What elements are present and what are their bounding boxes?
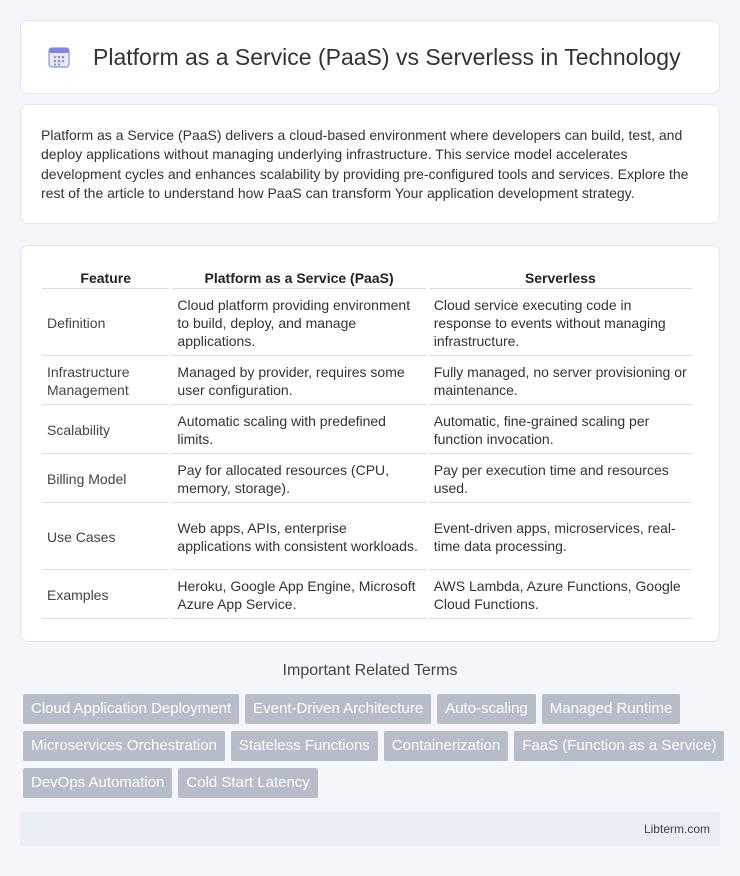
tag-managed-runtime[interactable]: Managed Runtime bbox=[542, 694, 681, 724]
header-serverless: Serverless bbox=[429, 266, 692, 289]
related-terms-tags bbox=[20, 694, 730, 805]
header-card bbox=[20, 20, 720, 94]
tag-event-driven-architecture[interactable]: Event-Driven Architecture bbox=[245, 694, 431, 724]
calendar-grid-icon bbox=[47, 45, 71, 69]
intro-paragraph: Platform as a Service (PaaS) delivers a cloud-based environment where developers can build, test, and deploy applications without managing underlying infrastructure. This service model accelerates development cycles and enhances scalability by providing pre-configured tools and services. Explore the rest of the article to understand how PaaS can transform Your application development strategy. bbox=[41, 127, 689, 201]
table-row bbox=[42, 503, 692, 570]
row-feature: Use Cases bbox=[42, 503, 169, 570]
tag-containerization[interactable]: Containerization bbox=[384, 731, 508, 761]
row-paas: Automatic scaling with predefined limits. bbox=[172, 405, 425, 454]
row-feature: Infrastructure Management bbox=[42, 356, 169, 405]
tag-devops-automation[interactable]: DevOps Automation bbox=[23, 768, 172, 798]
row-feature: Billing Model bbox=[42, 454, 169, 503]
row-serverless: Automatic, fine-grained scaling per function invocation. bbox=[429, 405, 692, 454]
row-feature: Scalability bbox=[42, 405, 169, 454]
table-row bbox=[42, 570, 692, 619]
header-feature: Feature bbox=[42, 266, 169, 289]
row-feature: Definition bbox=[42, 289, 169, 356]
footer bbox=[20, 812, 720, 846]
row-serverless: Cloud service executing code in response to events without managing infrastructure. bbox=[429, 289, 692, 356]
page-title: Platform as a Service (PaaS) vs Serverless in Technology bbox=[93, 43, 681, 70]
table-row bbox=[42, 405, 692, 454]
row-serverless: Event-driven apps, microservices, real-time data processing. bbox=[429, 503, 692, 570]
tag-cloud-application-deployment[interactable]: Cloud Application Deployment bbox=[23, 694, 239, 724]
row-paas: Web apps, APIs, enterprise applications with consistent workloads. bbox=[172, 503, 425, 570]
tag-cold-start-latency[interactable]: Cold Start Latency bbox=[178, 768, 317, 798]
row-serverless: Pay per execution time and resources used. bbox=[429, 454, 692, 503]
table-row bbox=[42, 454, 692, 503]
row-feature: Examples bbox=[42, 570, 169, 619]
row-paas: Managed by provider, requires some user configuration. bbox=[172, 356, 425, 405]
table-row bbox=[42, 356, 692, 405]
footer-site-link[interactable]: Libterm.com bbox=[643, 822, 710, 836]
tag-faas[interactable]: FaaS (Function as a Service) bbox=[514, 731, 724, 761]
comparison-table bbox=[39, 266, 695, 619]
tag-stateless-functions[interactable]: Stateless Functions bbox=[231, 731, 378, 761]
row-serverless: Fully managed, no server provisioning or maintenance. bbox=[429, 356, 692, 405]
row-serverless: AWS Lambda, Azure Functions, Google Cloud Functions. bbox=[429, 570, 692, 619]
table-row bbox=[42, 289, 692, 356]
row-paas: Heroku, Google App Engine, Microsoft Azure App Service. bbox=[172, 570, 425, 619]
header-paas: Platform as a Service (PaaS) bbox=[172, 266, 425, 289]
row-paas: Cloud platform providing environment to build, deploy, and manage applications. bbox=[172, 289, 425, 356]
table-header-row bbox=[42, 266, 692, 289]
comparison-card bbox=[20, 245, 720, 642]
intro-card bbox=[20, 104, 720, 224]
row-paas: Pay for allocated resources (CPU, memory, storage). bbox=[172, 454, 425, 503]
tag-microservices-orchestration[interactable]: Microservices Orchestration bbox=[23, 731, 225, 761]
tag-auto-scaling[interactable]: Auto-scaling bbox=[437, 694, 536, 724]
related-terms-title: Important Related Terms bbox=[282, 662, 458, 679]
